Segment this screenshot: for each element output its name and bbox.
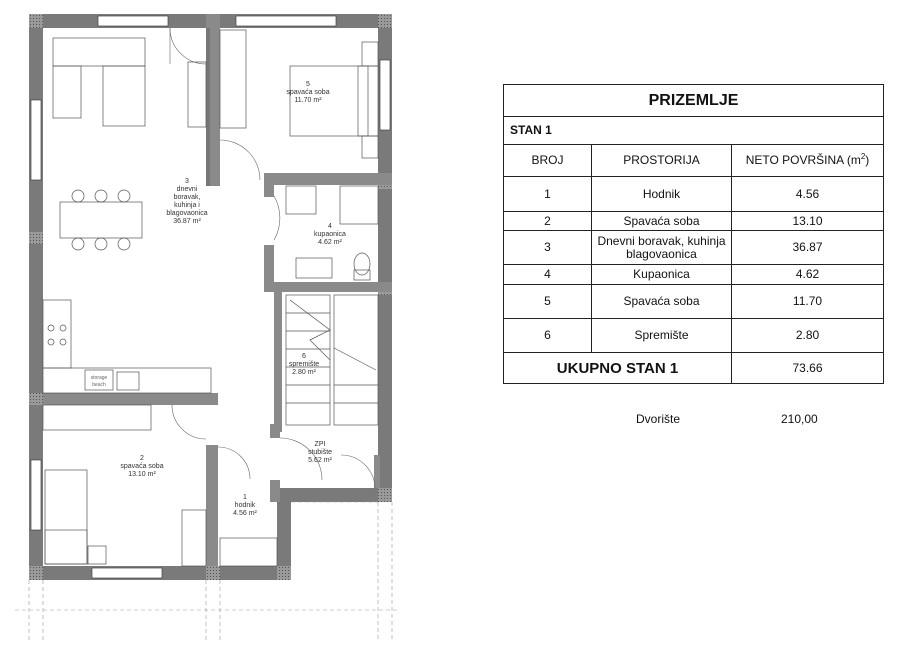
room-label: spavaća soba <box>286 89 330 96</box>
header-num: BROJ <box>504 145 592 177</box>
table-row: 6 Spremište 2.80 <box>504 319 884 353</box>
room-label: 2 <box>140 455 144 462</box>
room-label: ZPI <box>314 441 326 448</box>
total-label: UKUPNO STAN 1 <box>504 353 732 384</box>
room-label: spavaća soba <box>120 463 164 470</box>
total-value: 73.66 <box>732 353 884 384</box>
room-label: hodnik <box>234 502 256 509</box>
room-area-label: 2.80 m² <box>292 369 316 376</box>
table-row: 4 Kupaonica 4.62 <box>504 265 884 285</box>
room-area-label: 5.62 m² <box>308 457 332 464</box>
table-row: 2 Spavaća soba 13.10 <box>504 212 884 231</box>
room-label: 5 <box>306 81 310 88</box>
interior-walls <box>43 14 392 566</box>
table-row: 3 Dnevni boravak, kuhinja blagovaonica 36.87 <box>504 231 884 265</box>
room-label: boravak, <box>173 194 201 201</box>
unit-title: STAN 1 <box>504 117 884 145</box>
header-room: PROSTORIJA <box>592 145 732 177</box>
room-area-label: 11.70 m² <box>294 97 322 104</box>
room-area-label: 4.62 m² <box>318 239 342 246</box>
room-area-label: 4.56 m² <box>233 510 257 517</box>
room-label: 4 <box>328 223 332 230</box>
table-total-row <box>504 353 884 384</box>
room-area-label: 13.10 m² <box>128 471 156 478</box>
header-area: NETO POVRŠINA $(m^2)$ <box>732 145 884 177</box>
fixture-label-beach: beach <box>92 382 106 388</box>
table-header-row <box>504 145 884 177</box>
table-row: 1 Hodnik 4.56 <box>504 177 884 212</box>
yard-value: 210,00 <box>781 412 818 426</box>
yard-label: Dvorište <box>636 412 681 426</box>
room-label: 6 <box>302 353 306 360</box>
room-label: spremište <box>288 361 320 368</box>
room-label: blagovaonica <box>166 210 208 217</box>
room-label: stubište <box>307 449 333 456</box>
area-table <box>503 84 884 384</box>
fixture-label-storage: storage <box>90 375 108 381</box>
room-label: dnevni <box>176 186 198 193</box>
room-labels <box>120 81 346 517</box>
room-area-label: 36.87 m² <box>173 218 201 225</box>
room-label: 3 <box>185 178 189 185</box>
room-label: 1 <box>243 494 247 501</box>
table-title: PRIZEMLJE <box>504 85 884 117</box>
room-label: kupaonica <box>314 231 346 238</box>
table-row: 5 Spavaća soba 11.70 <box>504 285 884 319</box>
room-label: kuhinja i <box>174 202 200 209</box>
